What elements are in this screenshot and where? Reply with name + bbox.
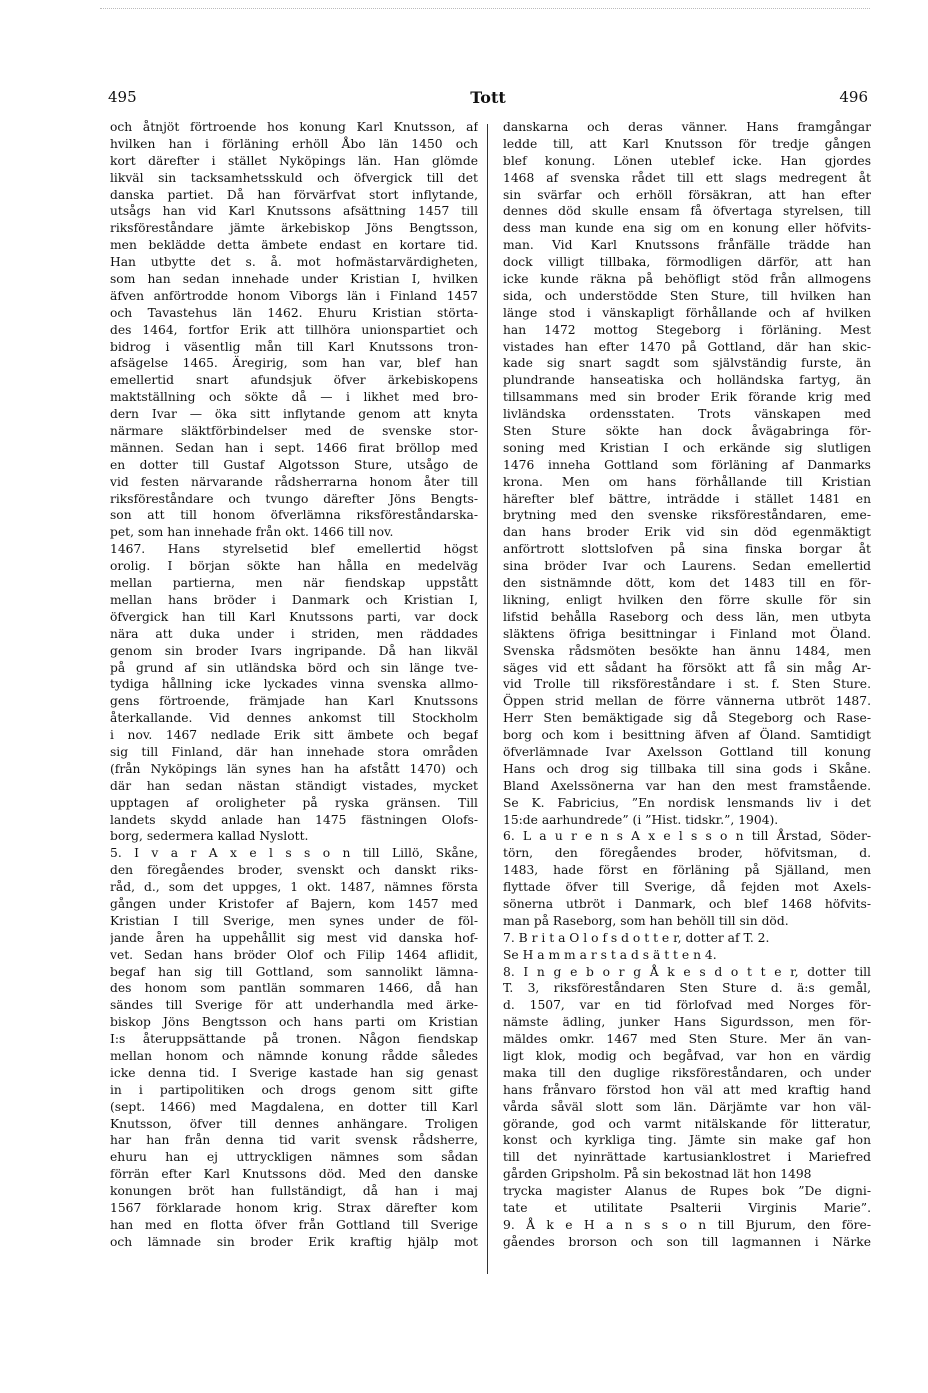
column-divider [487,124,488,1274]
text-line: sönerna utbröt i Danmark, och blef 1468 höfvits- [503,896,871,911]
text-line: ligt klok, modig och begåfvad, var hon en värdig [503,1048,871,1063]
text-line: dennes död skulle ensam få öfvertaga styrelsen, till [503,204,871,219]
text-line: han med en flotta öfver från Gottland till Sverige [110,1217,478,1232]
text-line: görande, god och varmt nitälskande för litteratur, [503,1116,871,1131]
text-line: kade sig snart sagdt som självständig furste, än [503,356,871,371]
text-line: icke denna tid. I Sverige kastade han sig genast [110,1065,478,1080]
text-line: 5. I v a r A x e l s s o n till Lillö, Skåne, [110,846,478,861]
left-text-column [110,119,478,1251]
text-line: des honom som pantlän sommaren 1466, då han [110,981,478,996]
text-line: 1467. Hans styrelsetid blef emellertid högst [110,542,478,557]
text-line: danskarna och deras vänner. Hans framgångar [503,120,871,134]
text-line: blef konung. Lönen uteblef icke. Han gjordes [503,153,871,168]
text-line: begaf han sig till Gottland, som sannolikt lämna- [110,964,478,979]
text-line: kort därefter i stället Nyköpings län. Han glömde [110,153,478,168]
text-line: 1483, hade först en förläning på Själland, men [503,863,871,878]
text-line: riksföreståndare och tvungo därefter Jöns Bengts- [110,491,478,506]
text-line: plundrande hanseatiska och holländska fartyg, än [503,373,871,388]
text-line: genom sin broder Ivars ingripande. Då han likväl [110,643,478,658]
text-line: 6. L a u r e n s A x e l s s o n till Årstad, Söder- [503,829,871,844]
text-line: i nov. 1467 nedlade Erik sitt ämbete och begaf [110,728,478,743]
text-line: pet, som han innehade från okt. 1466 till nov. [110,525,394,540]
text-line: Herr Sten bemäktigade sig då Stegeborg och Rase- [503,711,871,726]
text-line: dan hans broder Erik vid sin död egenmäktigt [503,525,871,540]
text-line: 7. B r i t a O l o f s d o t t e r, dotter af T. 2. [503,930,770,945]
text-line: brytning med den svenske riksföreståndaren, eme- [503,508,871,523]
text-line: Svenska rådsmöten besökte han ännu 1484, men [503,643,871,658]
text-line: hans frånvaro förstod hon väl att med kraftig hand [503,1082,871,1097]
text-line: Kristian I till Sverige, men synes under de föl- [110,913,478,928]
text-line: den föregåendes broder, svenskt och danskt riks- [110,863,478,878]
text-line: son att till honom öfverlämna riksföreståndarska- [110,508,478,523]
text-line: maka till den duglige riksföreståndaren, och under [503,1065,871,1080]
text-line: en dotter till Gustaf Algotsson Sture, utsågo de [110,457,478,472]
text-line: sändes till Sverige för att underhandla med ärke- [110,998,478,1013]
text-line: krona. Men om hans förhållande till Kristian [503,474,871,489]
page-title: Tott [470,88,506,107]
text-line: (från Nyköpings län synes han ha afstått 1470) och [110,761,478,776]
text-line: Han utbytte det s. å. mot hofmästarvärdigheten, [110,255,478,270]
text-line: till det nyinrättade kartusianklostret i Mariefred [503,1150,871,1165]
text-line: säges vid ett sådant ha försökt att få sin måg Ar- [503,660,871,675]
text-line: Knutsson, öfver till dennes anhängare. Troligen [110,1116,478,1131]
text-line: emellertid snart afundsjuk öfver ärkebiskopens [110,373,478,388]
text-line: sida, och understödde Sten Sture, till hvilken han [503,288,871,303]
text-line: T. 3, riksföreståndaren Sten Sture d. ä:s gemål, [503,981,871,996]
text-line: borg, sedermera kallad Nyslott. [110,829,309,844]
text-line: han 1472 mottog Stegeborg i förläning. Mest [503,322,871,337]
text-line: äfven anförtrodde honom Viborgs län i Finland 1457 [110,288,478,303]
text-line: och åtnjöt förtroende hos konung Karl Knutsson, af [110,120,478,134]
text-line: mellan honom och nämnde konung rådde således [110,1048,478,1063]
text-line: maktställning och sökte då — i likhet med bro- [110,390,478,405]
text-line: borg och kom i besittning äfven af Öland. Samtidigt [503,728,871,743]
text-line: flyttade öfver till Sverige, då fejden mot Axels- [503,880,871,895]
text-line: dock villigt tillbaka, förmodligen därför, att han [503,255,871,270]
text-line: återkallande. Vid dennes ankomst till Stockholm [110,711,478,726]
text-line: gången under Kristofer af Bajern, kom 1457 med [110,896,478,911]
text-line: tillsammans med sin broder Erik förande krig med [503,390,871,405]
text-line: anförtrott slottslofven på sina finska borgar åt [503,542,871,557]
page-number-right: 496 [839,88,868,106]
text-line: Bland Axelssönerna var han den mest framstående. [503,778,871,793]
text-line: tydiga hållning icke lyckades vinna svenska allmo- [110,677,478,692]
text-line: öfvergick han till Karl Knutssons parti, var dock [110,609,478,624]
text-line: Hans och drog sig tillbaka till sina gods i Skåne. [503,761,871,776]
text-line: upptagen af oroligheter på ryska gränsen. Till [110,795,478,810]
text-line: jande åren ha uppehållit sig mest vid danska hof- [110,930,478,945]
text-line: ledde till, att Karl Knutsson för tredje gången [503,136,871,151]
text-line: mellan partierna, men när fiendskap uppstått [110,576,478,591]
text-line: man på Raseborg, som han behöll till sin död. [503,913,789,928]
top-rule [100,8,870,9]
text-line: landets skydd anlade han 1475 fästningen Olofs- [110,812,478,827]
text-line: likning, enligt hvilken den förre skulle för sin [503,592,871,607]
text-line: 1476 inneha Gottland som förläning af Danmarks [503,457,871,472]
text-line: 8. I n g e b o r g Å k e s d o t t e r, dotter till [503,964,871,979]
text-line: Se K. Fabricius, ”En nordisk lensmands liv i det [503,795,871,810]
text-line: råd, d., som det uppges, 1 okt. 1487, nämnes första [110,880,478,895]
text-line: des 1464, fortfor Erik att tillhöra unionspartiet och [110,322,478,337]
text-line: ehuru han ej uttryckligen nämnes som sådan [110,1150,478,1165]
text-line: afsägelse 1465. Äregirig, som han var, blef han [110,356,478,371]
text-line: sina bröder Ivar och Laurens. Sedan emellertid [503,559,871,574]
text-line: icke kunde räkna på behöfligt stöd från allmogens [503,272,871,287]
text-line: utsågs han vid Karl Knutssons afsättning 1457 till [110,204,478,219]
text-line: vet. Sedan hans bröder Olof och Filip 1464 aflidit, [110,947,478,962]
text-line: 1468 af svenska rådet till ett slags medregent åt [503,170,871,185]
text-line: och Tavastehus län 1462. Ehuru Kristian störta- [110,305,478,320]
text-line: riksföreståndare jämte ärkebiskop Jöns Bengtsson, [110,221,478,236]
text-line: gens förtroende, främjade han Karl Knutssons [110,694,478,709]
text-line: biskop Jöns Bengtsson och hans parti om Kristian [110,1015,478,1030]
text-line: danska partiet. Då han förvärfvat stort inflytande, [110,187,478,202]
text-line: nära att duka under i striden, men räddades [110,626,478,641]
text-line: gården Gripsholm. På sin bekostnad lät hon 1498 [503,1167,812,1182]
text-line: sig till Finland, där han innehade stora områden [110,744,478,759]
text-line: d. 1507, var en tid förlofvad med Norges för- [503,998,871,1013]
text-line: 9. Å k e H a n s s o n till Bjurum, den före- [503,1217,871,1232]
right-text-column [503,119,871,1251]
text-line: närmare släktförbindelser med de svenske stor- [110,424,478,439]
text-line: lifstid behålla Raseborg och dess län, men utbyta [503,609,871,624]
text-line: härefter blef bättre, inträdde i stället 1481 en [503,491,871,506]
text-line: på grund af sin utländska börd och sin länge tve- [110,660,478,675]
text-line: I:s återuppsättande på tronen. Någon fiendskap [110,1032,478,1047]
text-line: förrän efter Karl Knutssons död. Med den danske [110,1167,478,1182]
text-line: mäldes omkr. 1467 med Sten Sture. Mer än van- [503,1032,871,1047]
text-line: Se H a m m a r s t a d s ä t t e n 4. [503,947,717,962]
text-line: länge stod i vänskapligt förhållande och af hvilken [503,305,871,320]
text-line: livländska ordensstaten. Trots vänskapen med [503,407,871,422]
text-line: den sistnämnde dött, kom det 1483 till en för- [503,576,871,591]
text-line: konungen bröt han fullständigt, då han i maj [110,1184,478,1199]
text-line: dern Ivar — öka sitt inflytande genom att knyta [110,407,478,422]
page-header [108,88,868,112]
text-line: har han från denna tid varit svensk rådsherre, [110,1133,478,1148]
text-line: 15:de aarhundrede” (i ”Hist. tidskr.”, 1904). [503,812,779,827]
text-line: dess man kunde ena sig om en konung eller höfvits- [503,221,871,236]
text-line: likväl sin tacksamhetsskuld och öfvergick till det [110,170,478,185]
text-line: släktens öfriga besittningar i Finland mot Öland. [503,626,871,641]
text-line: soning med Kristian I och erkände sig slutligen [503,440,871,455]
text-line: vårda såväl slott som län. Därjämte var hon väl- [503,1099,871,1114]
page-number-left: 495 [108,88,137,106]
text-line: gåendes brorson och son till lagmannen i Närke [503,1234,871,1249]
text-line: trycka magister Alanus de Rupes bok ”De digni- [503,1184,871,1199]
text-line: (sept. 1466) med Magdalena, en dotter till Karl [110,1099,478,1114]
text-line: vistades han efter 1470 på Gottland, där han skic- [503,339,871,354]
text-line: hvilken han i förläning erhöll Åbo län 1450 och [110,136,478,151]
text-line: och lämnade sin broder Erik kraftig hjälp mot [110,1234,478,1249]
text-line: Öppen strid mellan de förre vännerna utbröt 1487. [503,694,871,709]
text-line: Sten Sture sökte han dock åvägabringa för- [503,424,871,439]
text-line: bidrog i väsentlig mån till Karl Knutssons tron- [110,339,478,354]
text-line: in i partipolitiken och drogs genom sitt gifte [110,1082,478,1097]
text-line: men beklädde detta ämbete endast en kortare tid. [110,238,478,253]
text-line: vid festen närvarande rådsherrarna honom åter till [110,474,478,489]
text-line: törn, den föregåendes broder, höfvitsman, d. [503,846,871,861]
text-line: man. Vid Karl Knutssons frånfälle trädde han [503,238,871,253]
text-line: tate et utilitate Psalterii Virginis Marie”. [503,1201,871,1215]
text-line: männen. Sedan han i sept. 1466 firat bröllop med [110,440,478,455]
text-line: konst och kyrkliga ting. Jämte sin make gaf hon [503,1133,871,1148]
text-line: 1567 förklarade honom krig. Strax därefter kom [110,1201,478,1215]
text-line: öfverlämnade Ivar Axelsson Gottland till konung [503,744,871,759]
text-line: orolig. I början sökte han hålla en medelväg [110,559,478,574]
text-line: där han sedan nästan ständigt vistades, mycket [110,778,478,793]
text-line: nämste ädling, junker Hans Sigurdsson, men för- [503,1015,871,1030]
text-line: mellan hans bröder i Danmark och Kristian I, [110,592,478,607]
text-line: vid Trolle till riksföreståndare i st. f. Sten Sture. [503,677,871,692]
text-line: som han sedan innehade under Kristian I, hvilken [110,272,478,287]
text-line: sin svärfar och erhöll försäkran, att han efter [503,187,871,202]
